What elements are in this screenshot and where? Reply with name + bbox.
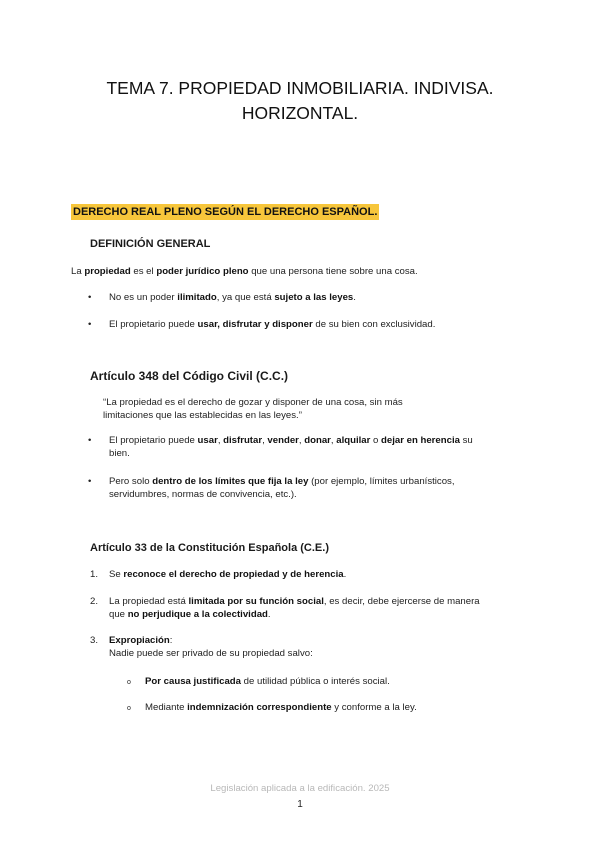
definicion-intro: La propiedad es el poder jurídico pleno que una persona tiene sobre una cosa. xyxy=(71,266,418,277)
page-footer: Legislación aplicada a la edificación. 2025 xyxy=(210,783,390,794)
bullet-icon: • xyxy=(88,292,92,303)
circle-bullet-icon: o xyxy=(127,679,131,686)
bullet-icon: • xyxy=(88,319,92,330)
articulo-33-heading: Artículo 33 de la Constitución Española (C.E.) xyxy=(90,542,329,554)
title-line-1: TEMA 7. PROPIEDAD INMOBILIARIA. INDIVISA. xyxy=(106,78,494,98)
title-line-2: HORIZONTAL. xyxy=(241,103,359,123)
bullet-icon: • xyxy=(88,435,92,446)
definicion-heading: DEFINICIÓN GENERAL xyxy=(90,238,211,250)
circle-bullet-icon: o xyxy=(127,705,131,712)
section-heading-highlighted: DERECHO REAL PLENO SEGÚN EL DERECHO ESPAÑOL. xyxy=(73,206,378,218)
bullet-icon: • xyxy=(88,476,92,487)
document-title xyxy=(60,76,540,126)
page-number: 1 xyxy=(297,799,303,810)
articulo-348-quote: “La propiedad es el derecho de gozar y disponer de una cosa, sin más limitaciones que las establecidas en las leyes.” xyxy=(103,397,403,421)
articulo-348-heading: Artículo 348 del Código Civil (C.C.) xyxy=(90,369,289,383)
